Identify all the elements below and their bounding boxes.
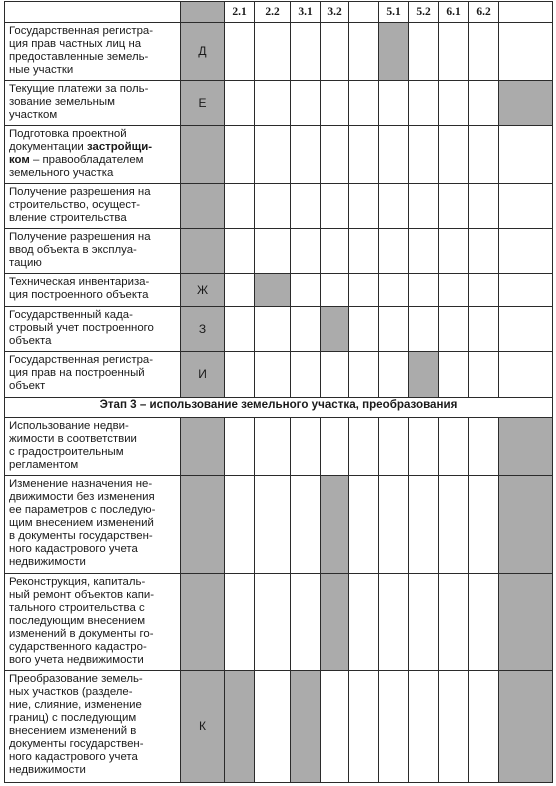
empty-cell [225,574,255,671]
row-label-line: ных участков (разделе- [9,686,133,698]
empty-cell [439,274,469,307]
row-code: Д [181,23,225,81]
table-row [5,307,553,352]
empty-cell [379,229,409,274]
empty-cell [439,23,469,81]
empty-cell [321,671,349,783]
header-cell: 5.2 [409,2,439,23]
row-label-line: ние, слияние, изменение [9,699,142,711]
table-row [5,229,553,274]
empty-cell [469,126,499,184]
process-table [4,1,553,783]
row-code: З [181,307,225,352]
shaded-cell [499,81,553,126]
row-label-line: Получение разрешения на [9,186,151,198]
row-label-line: Получение разрешения на [9,231,151,243]
empty-cell [379,476,409,574]
row-label-line: Преобразование земель- [9,673,143,685]
row-label-line: Государственный када- [9,309,133,321]
empty-cell [225,418,255,476]
empty-cell [349,352,379,398]
row-label-line: недвижимости [9,764,86,776]
empty-cell [379,352,409,398]
empty-cell [321,352,349,398]
empty-cell [409,23,439,81]
row-code: Е [181,81,225,126]
row-label-line: документации [9,141,84,153]
empty-cell [349,23,379,81]
empty-cell [439,229,469,274]
row-label [5,229,181,274]
table-row [5,476,553,574]
row-label-line: недвижимости [9,556,86,568]
table-row [5,81,553,126]
empty-cell [225,81,255,126]
empty-cell [349,671,379,783]
row-label-line: предоставленные земель- [9,51,149,63]
shaded-cell [379,23,409,81]
header-cell: 5.1 [379,2,409,23]
table-row [5,274,553,307]
empty-cell [291,307,321,352]
empty-cell [225,307,255,352]
empty-cell [469,574,499,671]
empty-cell [409,418,439,476]
row-label-line: документы государствен- [9,738,144,750]
header-cell [499,2,553,23]
empty-cell [439,307,469,352]
row-label [5,184,181,229]
empty-cell [499,23,553,81]
row-label [5,476,181,574]
row-label-line: границ) с последующим [9,712,137,724]
empty-cell [409,274,439,307]
empty-cell [409,671,439,783]
empty-cell [409,574,439,671]
header-cell [5,2,181,23]
empty-cell [255,476,291,574]
empty-cell [225,476,255,574]
row-code [181,229,225,274]
empty-cell [439,81,469,126]
shaded-cell [499,418,553,476]
row-label [5,671,181,783]
empty-cell [469,274,499,307]
row-code [181,184,225,229]
row-label-line: тацию [9,257,42,269]
header-cell: 6.2 [469,2,499,23]
empty-cell [379,574,409,671]
row-label-line: ный ремонт объектов капи- [9,589,155,601]
empty-cell [321,418,349,476]
shaded-cell [225,671,255,783]
row-code: К [181,671,225,783]
row-code [181,418,225,476]
empty-cell [409,184,439,229]
empty-cell [469,81,499,126]
row-label-line: ного кадастрового учета [9,751,138,763]
shaded-cell [499,574,553,671]
row-label-line: вление строительства [9,212,127,224]
empty-cell [225,23,255,81]
header-cell: 2.1 [225,2,255,23]
empty-cell [321,274,349,307]
row-label-line: Государственная регистра- [9,25,154,37]
shaded-cell [321,574,349,671]
row-label-line: зование земельным [9,96,115,108]
empty-cell [291,81,321,126]
empty-cell [225,352,255,398]
empty-cell [255,352,291,398]
row-code [181,126,225,184]
empty-cell [379,81,409,126]
empty-cell [291,23,321,81]
header-cell [349,2,379,23]
shaded-cell [499,476,553,574]
empty-cell [469,418,499,476]
row-label [5,307,181,352]
row-label-line: земельного участка [9,167,114,179]
empty-cell [499,126,553,184]
row-label-line: щим внесением изменений [9,517,154,529]
empty-cell [499,307,553,352]
empty-cell [439,352,469,398]
empty-cell [439,184,469,229]
empty-cell [321,184,349,229]
row-label-line: тального строительства с [9,602,145,614]
empty-cell [291,184,321,229]
empty-cell [379,418,409,476]
table-row [5,574,553,671]
row-label-line: ция прав на построенный [9,367,145,379]
empty-cell [255,81,291,126]
empty-cell [349,574,379,671]
row-label-line: Изменение назначения не- [9,478,153,490]
empty-cell [409,126,439,184]
row-label-line: Подготовка проектной [9,128,127,140]
header-cell: 3.2 [321,2,349,23]
header-cell: 3.1 [291,2,321,23]
stage-3-row [5,398,553,418]
empty-cell [291,274,321,307]
row-label [5,81,181,126]
empty-cell [225,126,255,184]
empty-cell [409,81,439,126]
row-label-line: Техническая инвентариза- [9,276,150,288]
empty-cell [291,476,321,574]
empty-cell [349,229,379,274]
row-label [5,418,181,476]
row-label-line: ее параметров с последую- [9,504,156,516]
row-label-line: ного кадастрового учета [9,543,138,555]
empty-cell [349,274,379,307]
row-code: И [181,352,225,398]
empty-cell [255,418,291,476]
empty-cell [291,126,321,184]
row-label-line: последующим внесением [9,615,146,627]
row-label-line: изменений в документы го- [9,628,154,640]
row-label [5,126,181,184]
empty-cell [291,418,321,476]
row-label-line: объекта [9,335,52,347]
empty-cell [225,184,255,229]
row-label-line: регламентом [9,459,79,471]
row-label-line: ные участки [9,64,74,76]
empty-cell [409,229,439,274]
table-row [5,418,553,476]
shaded-cell [409,352,439,398]
row-label-line: ввод объекта в эксплуа- [9,244,137,256]
empty-cell [499,184,553,229]
empty-cell [499,229,553,274]
empty-cell [469,229,499,274]
empty-cell [255,23,291,81]
shaded-cell [255,274,291,307]
row-label-line: с градостроительным [9,446,124,458]
table-row [5,184,553,229]
row-code [181,476,225,574]
empty-cell [255,671,291,783]
empty-cell [349,126,379,184]
row-label [5,574,181,671]
row-label-line: ция прав частных лиц на [9,38,142,50]
row-label-line: участком [9,109,58,121]
row-label-line: жимости в соответствии [9,433,137,445]
empty-cell [379,274,409,307]
row-code: Ж [181,274,225,307]
row-label-line: стровый учет построенного [9,322,154,334]
empty-cell [255,229,291,274]
empty-cell [349,476,379,574]
row-label-line: внесением изменений в [9,725,137,737]
shaded-cell [499,671,553,783]
empty-cell [469,671,499,783]
empty-cell [291,574,321,671]
empty-cell [349,81,379,126]
empty-cell [469,23,499,81]
header-row [5,2,553,23]
row-label-line: застройщи- [86,141,153,153]
row-label-line: Текущие платежи за поль- [9,83,149,95]
row-label-line: строительство, осущест- [9,199,141,211]
empty-cell [321,23,349,81]
empty-cell [469,307,499,352]
empty-cell [255,184,291,229]
empty-cell [469,184,499,229]
empty-cell [321,81,349,126]
empty-cell [255,126,291,184]
table-row [5,126,553,184]
shaded-cell [321,307,349,352]
empty-cell [291,352,321,398]
empty-cell [225,274,255,307]
shaded-cell [321,476,349,574]
row-label-line: ция построенного объекта [9,289,149,301]
header-cell: 2.2 [255,2,291,23]
empty-cell [379,126,409,184]
row-label [5,274,181,307]
empty-cell [439,671,469,783]
row-label-line: сударственного кадастро- [9,641,147,653]
row-label [5,23,181,81]
row-label-line: Использование недви- [9,420,129,432]
table-row [5,352,553,398]
row-label-line: ком [9,154,30,166]
empty-cell [409,307,439,352]
empty-cell [321,229,349,274]
row-label-line: в документы государствен- [9,530,153,542]
header-cell: 6.1 [439,2,469,23]
empty-cell [255,307,291,352]
empty-cell [225,229,255,274]
shaded-cell [291,671,321,783]
empty-cell [379,671,409,783]
table-row [5,671,553,783]
table-row [5,23,553,81]
empty-cell [499,274,553,307]
empty-cell [349,184,379,229]
row-label-line: Реконструкция, капиталь- [9,576,146,588]
empty-cell [349,418,379,476]
stage-3-title: Этап 3 – использование земельного участка, преобразования [5,398,553,418]
empty-cell [439,476,469,574]
row-label-line: – правообладателем [32,154,144,166]
empty-cell [499,352,553,398]
empty-cell [469,352,499,398]
empty-cell [439,418,469,476]
empty-cell [379,184,409,229]
empty-cell [255,574,291,671]
row-label-line: Государственная регистра- [9,354,154,366]
empty-cell [439,574,469,671]
row-label-line: вого учета недвижимости [9,654,144,666]
header-cell [181,2,225,23]
row-label [5,352,181,398]
empty-cell [379,307,409,352]
empty-cell [409,476,439,574]
row-code [181,574,225,671]
row-label-line: движимости без изменения [9,491,155,503]
empty-cell [439,126,469,184]
empty-cell [469,476,499,574]
empty-cell [291,229,321,274]
row-label-line: объект [9,380,46,392]
empty-cell [349,307,379,352]
empty-cell [321,126,349,184]
